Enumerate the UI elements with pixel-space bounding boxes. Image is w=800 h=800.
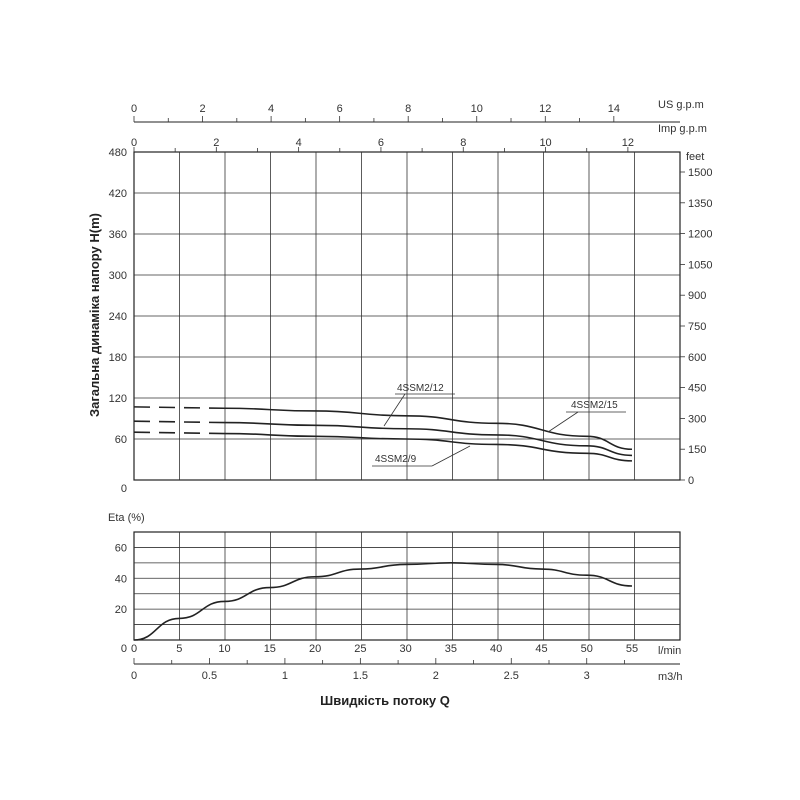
lmin-tick-label: 40 (490, 643, 503, 655)
m3h-tick-label: 3 (583, 670, 590, 682)
m3h-tick-label: 1.5 (352, 670, 369, 682)
curve-label-leader (432, 446, 470, 466)
head-y-tick-label: 0 (120, 483, 127, 495)
lmin-tick-label: 5 (176, 643, 183, 655)
lmin-tick-label: 55 (625, 643, 639, 655)
head-y-tick-label: 120 (108, 393, 127, 405)
imp-gpm-tick-label: 10 (539, 137, 552, 149)
m3h-unit: m3/h (658, 671, 683, 683)
head-y-tick-label: 480 (108, 147, 127, 159)
efficiency-chart (108, 512, 682, 708)
us-gpm-tick-label: 4 (268, 103, 275, 115)
feet-tick-label: 1200 (688, 228, 713, 241)
us-gpm-tick-label: 0 (130, 103, 138, 115)
eta-grid (134, 532, 680, 640)
lmin-tick-label: 25 (354, 643, 367, 655)
curve-label-leader (384, 394, 405, 426)
curve-label-4ssm2-15: 4SSM2/15 (571, 400, 618, 411)
lmin-ticks (131, 643, 638, 655)
head-chart (87, 99, 712, 495)
feet-tick-label: 150 (688, 444, 707, 457)
m3h-tick-label: 0.5 (201, 670, 218, 682)
m3h-tick-label: 1 (281, 670, 288, 682)
us-gpm-tick-label: 12 (539, 103, 552, 115)
eta-series (134, 563, 632, 640)
imp-gpm-ticks (131, 137, 634, 152)
lmin-tick-label: 50 (580, 643, 593, 655)
lmin-tick-label: 0 (130, 643, 138, 655)
us-gpm-tick-label: 6 (336, 103, 343, 115)
m3h-tick-label: 0 (130, 670, 138, 682)
m3h-tick-label: 2 (432, 670, 439, 682)
feet-tick-label: 1350 (688, 197, 713, 210)
feet-tick-label: 300 (688, 413, 707, 426)
lmin-tick-label: 45 (535, 643, 548, 655)
imp-gpm-tick-label: 8 (460, 137, 467, 149)
feet-tick-label: 750 (688, 321, 707, 333)
us-gpm-tick-label: 2 (199, 103, 206, 115)
us-gpm-tick-label: 8 (405, 103, 412, 115)
head-y-tick-label: 180 (108, 352, 127, 364)
m3h-tick-label: 2.5 (503, 670, 519, 682)
m3h-ticks (130, 658, 683, 683)
head-feet-ticks (680, 167, 712, 487)
us-gpm-ticks (131, 103, 680, 122)
feet-tick-label: 1500 (688, 167, 713, 179)
imp-gpm-tick-label: 4 (295, 137, 302, 149)
lmin-tick-label: 20 (308, 643, 322, 655)
curve-label-4ssm2-12: 4SSM2/12 (397, 383, 444, 394)
curve-label-4ssm2-9: 4SSM2/9 (375, 454, 417, 465)
eta-y-tick-label: 40 (114, 573, 127, 586)
lmin-tick-label: 10 (218, 643, 231, 655)
curve-label-leader (548, 412, 578, 432)
lmin-tick-label: 35 (444, 643, 458, 655)
eta-y-ticks (115, 542, 127, 655)
eta-y-tick-label: 20 (114, 604, 127, 617)
feet-tick-label: 1050 (688, 259, 713, 272)
eta-y-tick-label: 60 (114, 542, 127, 555)
feet-tick-label: 0 (688, 475, 695, 487)
head-y-ticks (109, 147, 127, 495)
head-y-tick-label: 420 (108, 188, 127, 200)
flow-axis-label: Швидкість потоку Q (320, 693, 450, 708)
head-grid (134, 152, 680, 480)
head-y-tick-label: 240 (108, 311, 127, 323)
us-gpm-tick-label: 10 (470, 103, 483, 115)
imp-gpm-tick-label: 0 (130, 137, 138, 149)
us-gpm-tick-label: 14 (607, 103, 620, 115)
feet-unit: feet (686, 151, 705, 163)
eta-axis-label: Eta (%) (108, 512, 145, 524)
imp-gpm-unit: Imp g.p.m (658, 123, 707, 135)
us-gpm-unit: US g.p.m (658, 99, 704, 111)
lmin-unit: l/min (658, 645, 682, 657)
imp-gpm-tick-label: 2 (213, 137, 220, 149)
lmin-tick-label: 30 (399, 643, 412, 655)
imp-gpm-tick-label: 6 (377, 137, 385, 149)
head-y-tick-label: 360 (108, 229, 127, 241)
head-y-axis-label: Загальна динаміка напору H(m) (87, 213, 102, 417)
imp-gpm-tick-label: 12 (621, 137, 635, 149)
feet-tick-label: 600 (688, 351, 707, 364)
feet-tick-label: 450 (688, 382, 707, 395)
head-curve (225, 434, 632, 461)
eta-y-tick-label: 0 (120, 643, 127, 655)
lmin-tick-label: 15 (263, 643, 276, 655)
head-y-tick-label: 60 (114, 434, 127, 446)
feet-tick-label: 900 (688, 290, 707, 303)
head-y-tick-label: 300 (108, 270, 127, 282)
eta-curve (134, 563, 632, 640)
head-series (134, 407, 632, 461)
